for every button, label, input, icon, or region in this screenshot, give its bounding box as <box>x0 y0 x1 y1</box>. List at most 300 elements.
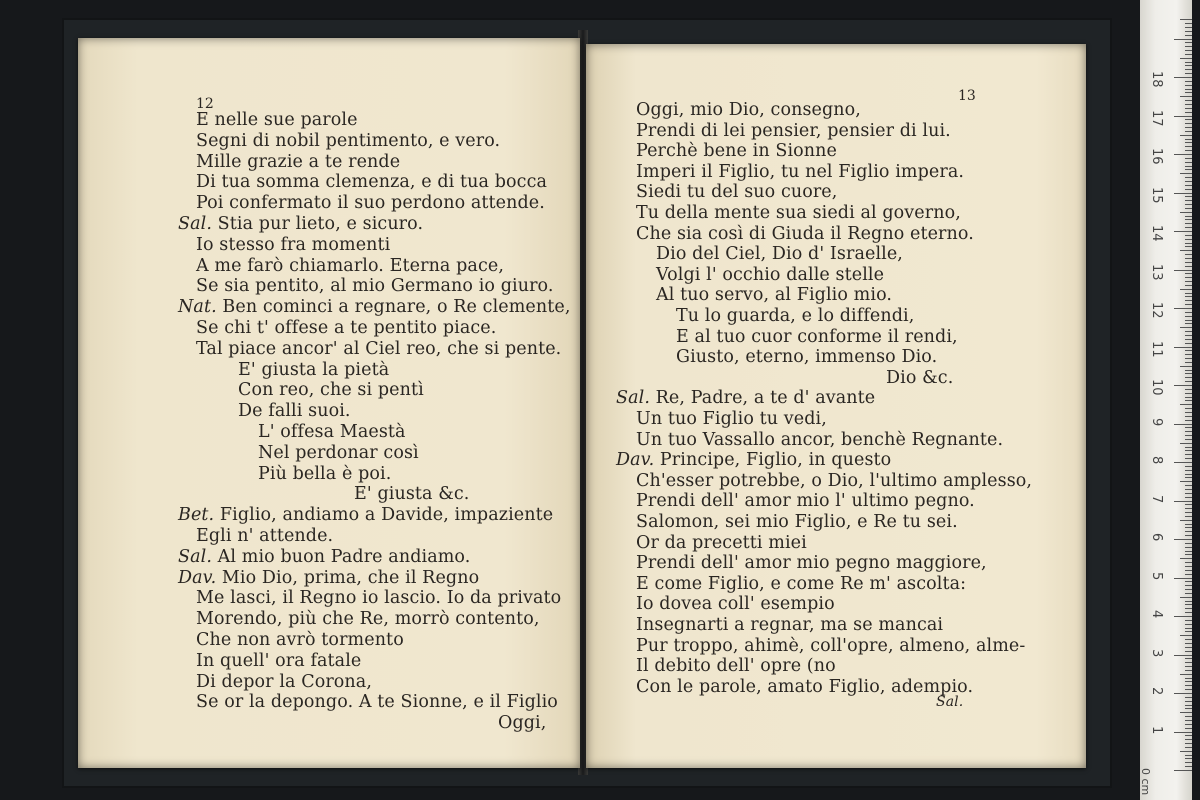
ruler-tick <box>1185 400 1192 401</box>
verse-text: Di tua somma clemenza, e di tua bocca <box>196 172 547 193</box>
left-text-line <box>178 214 423 234</box>
ruler-tick <box>1185 377 1192 378</box>
verse-text: Dio del Ciel, Dio d' Israelle, <box>656 244 903 265</box>
ruler-tick <box>1180 635 1192 636</box>
ruler-label: 17 <box>1149 109 1164 127</box>
verse-text: Me lasci, il Regno io lascio. Io da privato <box>196 588 562 609</box>
ruler-tick <box>1185 262 1192 263</box>
ruler-tick <box>1185 435 1192 436</box>
left-text-line <box>196 172 547 192</box>
ruler-tick <box>1185 512 1192 513</box>
left-text-line <box>196 131 500 151</box>
ruler-tick <box>1185 689 1192 690</box>
verse-text: E come Figlio, e come Re m' ascolta: <box>636 573 967 594</box>
verse-text: Re, Padre, a te d' avante <box>655 388 876 409</box>
ruler-tick <box>1185 551 1192 552</box>
ruler-tick <box>1185 604 1192 605</box>
verse-text: Un tuo Vassallo ancor, benchè Regnante. <box>636 429 1004 450</box>
ruler-tick <box>1185 296 1192 297</box>
ruler-tick <box>1180 19 1192 20</box>
ruler-label: 15 <box>1149 186 1164 204</box>
ruler-tick <box>1174 308 1192 309</box>
left-text-line <box>196 339 561 359</box>
left-text-line <box>196 318 496 338</box>
verse-text: Con le parole, amato Figlio, adempio. <box>636 676 974 697</box>
ruler-tick <box>1185 647 1192 648</box>
ruler-tick <box>1185 739 1192 740</box>
ruler-tick <box>1185 620 1192 621</box>
right-text-line <box>636 162 964 182</box>
ruler-tick <box>1185 701 1192 702</box>
left-text-line <box>196 651 361 671</box>
right-text-line <box>636 471 1032 491</box>
ruler-tick <box>1180 250 1192 251</box>
ruler-tick <box>1185 427 1192 428</box>
verse-text: Prendi di lei pensier, pensier di lui. <box>636 120 951 141</box>
ruler-tick <box>1185 23 1192 24</box>
ruler-tick <box>1185 312 1192 313</box>
verse-text: Stia pur lieto, e sicuro. <box>217 214 424 234</box>
verse-text: Mille grazie a te rende <box>196 151 401 172</box>
ruler-tick <box>1185 508 1192 509</box>
verse-text: Che non avrò tormento <box>196 630 404 650</box>
ruler-tick <box>1185 524 1192 525</box>
verse-text: Tu della mente sua siedi al governo, <box>636 203 961 223</box>
speaker-label: Sal. <box>178 214 218 234</box>
speaker-label: Dav. <box>178 567 222 588</box>
ruler-tick <box>1185 370 1192 371</box>
ruler-tick <box>1185 300 1192 301</box>
verse-text: Prendi dell' amor mio pegno maggiore, <box>636 553 987 574</box>
verse-text: Un tuo Figlio tu vedi, <box>636 409 827 429</box>
ruler-tick <box>1180 558 1192 559</box>
ruler-tick <box>1185 454 1192 455</box>
verse-text: In quell' ora fatale <box>196 650 362 671</box>
ruler-label: 13 <box>1149 263 1164 281</box>
ruler-tick <box>1185 331 1192 332</box>
verse-text: L' offesa Maestà <box>258 422 406 442</box>
ruler-tick <box>1185 185 1192 186</box>
ruler-tick <box>1185 112 1192 113</box>
ruler-tick <box>1185 547 1192 548</box>
ruler-tick <box>1180 712 1192 713</box>
ruler-tick <box>1185 593 1192 594</box>
ruler-tick <box>1185 316 1192 317</box>
verse-text: Or da precetti miei <box>636 532 807 553</box>
ruler-tick <box>1185 570 1192 571</box>
ruler-tick <box>1185 393 1192 394</box>
ruler-tick <box>1185 204 1192 205</box>
verse-text: Segni di nobil pentimento, e vero. <box>196 130 501 151</box>
verse-text: Al tuo servo, al Figlio mio. <box>656 285 893 306</box>
ruler-tick <box>1185 581 1192 582</box>
ruler-tick <box>1185 320 1192 321</box>
ruler-tick <box>1185 535 1192 536</box>
ruler-tick <box>1174 539 1192 540</box>
right-text-line <box>616 450 891 470</box>
ruler-tick <box>1185 343 1192 344</box>
ruler-tick <box>1185 139 1192 140</box>
left-text-line <box>196 588 561 608</box>
ruler-tick <box>1185 266 1192 267</box>
ruler-tick <box>1185 416 1192 417</box>
ruler-tick <box>1185 131 1192 132</box>
ruler-tick <box>1185 227 1192 228</box>
verse-text: Principe, Figlio, in questo <box>659 450 892 471</box>
verse-text: A me farò chiamarlo. Eterna pace, <box>196 255 504 276</box>
ruler-tick <box>1185 42 1192 43</box>
ruler-label: 7 <box>1149 494 1164 503</box>
left-text-line <box>196 526 333 546</box>
ruler-tick <box>1185 666 1192 667</box>
ruler-tick <box>1180 327 1192 328</box>
left-text-line <box>354 484 469 504</box>
speaker-label: Bet. <box>178 505 220 526</box>
ruler-tick <box>1185 162 1192 163</box>
left-text-line <box>196 193 545 213</box>
left-text-line <box>178 547 470 567</box>
verse-text: E' giusta &c. <box>354 484 470 505</box>
ruler-tick <box>1180 366 1192 367</box>
right-text-line <box>936 691 963 712</box>
ruler-tick <box>1180 96 1192 97</box>
ruler-tick <box>1185 150 1192 151</box>
verse-text: Siedi tu del suo cuore, <box>636 182 838 203</box>
ruler-tick <box>1185 127 1192 128</box>
ruler-tick <box>1180 404 1192 405</box>
verse-text: Poi confermato il suo perdono attende. <box>196 193 545 214</box>
verse-text: Se or la depongo. A te Sionne, e il Figlio <box>196 692 558 713</box>
ruler-tick <box>1185 335 1192 336</box>
verse-text: Con reo, che si pentì <box>238 380 424 401</box>
ruler-tick <box>1185 708 1192 709</box>
ruler-tick <box>1185 277 1192 278</box>
right-text-line <box>616 388 875 408</box>
ruler-tick <box>1185 281 1192 282</box>
right-text-line <box>636 594 835 614</box>
ruler-tick <box>1185 450 1192 451</box>
ruler-label: 3 <box>1149 648 1164 657</box>
ruler-tick <box>1174 424 1192 425</box>
ruler-tick <box>1185 747 1192 748</box>
verse-text: Perchè bene in Sionne <box>636 141 837 162</box>
ruler-tick <box>1185 254 1192 255</box>
ruler-tick <box>1185 397 1192 398</box>
ruler-tick <box>1185 73 1192 74</box>
verse-text: Morendo, più che Re, morrò contento, <box>196 609 540 630</box>
right-text-line <box>636 182 837 202</box>
ruler-label: 5 <box>1149 571 1164 580</box>
verse-text: Figlio, andiamo a Davide, impaziente <box>219 505 554 526</box>
ruler-tick <box>1185 762 1192 763</box>
left-text-line <box>196 235 390 255</box>
verse-text: Insegnarti a regnar, ma se mancai <box>636 615 944 635</box>
ruler-tick <box>1185 716 1192 717</box>
ruler-tick <box>1185 119 1192 120</box>
ruler-tick <box>1185 373 1192 374</box>
ruler-tick <box>1185 81 1192 82</box>
ruler-tick <box>1185 755 1192 756</box>
ruler-tick <box>1185 54 1192 55</box>
verse-text: Sal. <box>936 694 964 711</box>
right-text-line <box>676 327 958 347</box>
ruler-tick <box>1185 200 1192 201</box>
ruler-label: 18 <box>1149 71 1164 88</box>
ruler-tick <box>1185 758 1192 759</box>
ruler-tick <box>1185 420 1192 421</box>
left-text-line <box>196 152 400 172</box>
left-text-line <box>196 630 404 650</box>
speaker-label: Sal. <box>616 388 656 409</box>
ruler-tick <box>1185 285 1192 286</box>
ruler-tick <box>1174 693 1192 694</box>
ruler-tick <box>1185 246 1192 247</box>
ruler-tick <box>1185 208 1192 209</box>
ruler-tick <box>1185 412 1192 413</box>
ruler-tick <box>1185 728 1192 729</box>
verse-text: Più bella è poi. <box>258 463 392 484</box>
right-text-line <box>676 347 937 367</box>
ruler-tick <box>1185 123 1192 124</box>
ruler-tick <box>1185 293 1192 294</box>
ruler-label: 4 <box>1149 610 1164 619</box>
verse-text: E al tuo cuor conforme il rendi, <box>676 326 958 347</box>
ruler-tick <box>1185 223 1192 224</box>
ruler-tick <box>1185 470 1192 471</box>
ruler-tick <box>1185 527 1192 528</box>
ruler-tick <box>1185 477 1192 478</box>
ruler-tick <box>1185 743 1192 744</box>
verse-text: De falli suoi. <box>238 401 351 422</box>
ruler-tick <box>1174 270 1192 271</box>
ruler-tick <box>1174 578 1192 579</box>
ruler-label: 14 <box>1149 225 1164 242</box>
speaker-label: Nat. <box>178 297 223 318</box>
right-text-line <box>636 512 958 532</box>
verse-text: Giusto, eterno, immenso Dio. <box>676 347 938 368</box>
ruler-tick <box>1185 50 1192 51</box>
ruler-tick <box>1185 447 1192 448</box>
left-text-line <box>178 505 553 525</box>
ruler-tick <box>1185 554 1192 555</box>
right-text-line <box>636 677 973 697</box>
verse-text: Imperi il Figlio, tu nel Figlio impera. <box>636 161 965 182</box>
verse-text: Pur troppo, ahimè, coll'opre, almeno, alme- <box>636 635 1026 656</box>
verse-text: Di depor la Corona, <box>196 671 373 692</box>
verse-text: E nelle sue parole <box>196 110 358 130</box>
ruler-label: 1 <box>1149 725 1164 734</box>
ruler-tick <box>1185 631 1192 632</box>
verse-text: Nel perdonar così <box>258 442 419 463</box>
right-text-line <box>636 224 974 244</box>
left-text-line <box>196 692 558 712</box>
verse-text: Se chi t' offese a te pentito piace. <box>196 318 497 338</box>
right-text-line <box>656 285 892 305</box>
right-text-line <box>636 203 961 223</box>
ruler-tick <box>1185 585 1192 586</box>
ruler-label: 2 <box>1149 687 1164 696</box>
ruler-tick <box>1185 350 1192 351</box>
ruler-tick <box>1185 27 1192 28</box>
ruler-tick <box>1174 655 1192 656</box>
verse-text: Il debito dell' opre (no <box>636 656 836 677</box>
right-text-line <box>636 430 1003 450</box>
ruler-tick <box>1185 323 1192 324</box>
ruler-tick <box>1185 566 1192 567</box>
ruler-tick <box>1185 62 1192 63</box>
measuring-ruler <box>1140 0 1192 800</box>
left-text-line <box>238 360 389 380</box>
ruler-tick <box>1185 531 1192 532</box>
ruler-tick <box>1185 85 1192 86</box>
ruler-tick <box>1185 69 1192 70</box>
ruler-tick <box>1185 35 1192 36</box>
ruler-label: 10 <box>1149 379 1164 396</box>
ruler-tick <box>1174 347 1192 348</box>
right-text-line <box>886 368 953 388</box>
right-text-line <box>636 615 943 635</box>
ruler-tick <box>1185 516 1192 517</box>
ruler-tick <box>1185 735 1192 736</box>
right-text-line <box>636 574 966 594</box>
ruler-unit: 0 cm <box>1139 768 1152 796</box>
ruler-tick <box>1174 154 1192 155</box>
ruler-tick <box>1185 624 1192 625</box>
verse-text: Dio &c. <box>886 367 954 388</box>
left-text-line <box>258 464 391 484</box>
ruler-tick <box>1185 219 1192 220</box>
page-number-left: 12 <box>196 96 214 112</box>
right-text-line <box>636 121 951 141</box>
ruler-tick <box>1185 670 1192 671</box>
ruler-tick <box>1185 562 1192 563</box>
right-text-line <box>656 265 884 285</box>
verse-text: Oggi, mio Dio, consegno, <box>636 100 861 120</box>
speaker-label: Dav. <box>616 450 660 471</box>
verse-text: Tal piace ancor' al Ciel reo, che si pente. <box>196 338 562 359</box>
ruler-tick <box>1185 243 1192 244</box>
ruler-tick <box>1185 685 1192 686</box>
ruler-tick <box>1185 104 1192 105</box>
left-text-line <box>196 609 540 629</box>
ruler-tick <box>1185 720 1192 721</box>
ruler-tick <box>1185 643 1192 644</box>
ruler-tick <box>1185 458 1192 459</box>
ruler-tick <box>1185 189 1192 190</box>
ruler-tick <box>1174 231 1192 232</box>
ruler-tick <box>1174 39 1192 40</box>
ruler-tick <box>1174 385 1192 386</box>
ruler-label: 11 <box>1149 340 1164 358</box>
ruler-tick <box>1180 173 1192 174</box>
ruler-tick <box>1185 608 1192 609</box>
verse-text: Io stesso fra momenti <box>196 234 391 255</box>
ruler-tick <box>1185 146 1192 147</box>
ruler-tick <box>1185 358 1192 359</box>
right-text-line <box>656 244 903 264</box>
ruler-tick <box>1185 639 1192 640</box>
ruler-tick <box>1185 89 1192 90</box>
verse-text: Volgi l' occhio dalle stelle <box>656 264 885 285</box>
ruler-tick <box>1180 212 1192 213</box>
ruler-tick <box>1185 466 1192 467</box>
ruler-tick <box>1185 92 1192 93</box>
ruler-tick <box>1185 177 1192 178</box>
verse-text: Ch'esser potrebbe, o Dio, l'ultimo amplesso, <box>636 470 1033 491</box>
ruler-tick <box>1185 46 1192 47</box>
left-text-line <box>498 713 546 733</box>
ruler-tick <box>1174 616 1192 617</box>
ruler-tick <box>1185 589 1192 590</box>
ruler-tick <box>1185 651 1192 652</box>
ruler-label: 9 <box>1149 417 1164 426</box>
verse-text: Mio Dio, prima, che il Regno <box>221 567 480 588</box>
ruler-tick <box>1185 196 1192 197</box>
ruler-tick <box>1180 674 1192 675</box>
left-text-line <box>196 110 358 130</box>
ruler-tick <box>1180 481 1192 482</box>
ruler-tick <box>1185 108 1192 109</box>
ruler-tick <box>1185 766 1192 767</box>
verse-text: E' giusta la pietà <box>238 359 390 380</box>
right-text-line <box>636 409 827 429</box>
verse-text: Egli n' attende. <box>196 526 334 546</box>
ruler-tick <box>1180 520 1192 521</box>
verse-text: Prendi dell' amor mio l' ultimo pegno. <box>636 491 975 512</box>
ruler-tick <box>1185 158 1192 159</box>
ruler-tick <box>1185 381 1192 382</box>
left-text-line <box>196 672 372 692</box>
ruler-tick <box>1185 485 1192 486</box>
ruler-tick <box>1185 697 1192 698</box>
ruler-tick <box>1185 166 1192 167</box>
ruler-tick <box>1174 193 1192 194</box>
ruler-label: 6 <box>1149 533 1164 542</box>
right-text-line <box>636 636 1025 656</box>
ruler-tick <box>1185 439 1192 440</box>
ruler-tick <box>1185 31 1192 32</box>
ruler-tick <box>1185 681 1192 682</box>
ruler-tick <box>1180 289 1192 290</box>
verse-text: Tu lo guarda, e lo diffendi, <box>676 306 915 326</box>
ruler-tick <box>1185 169 1192 170</box>
ruler-tick <box>1185 258 1192 259</box>
ruler-tick <box>1185 628 1192 629</box>
ruler-tick <box>1185 65 1192 66</box>
verse-text: Salomon, sei mio Figlio, e Re tu sei. <box>636 512 958 532</box>
left-text-line <box>258 422 406 442</box>
ruler-tick <box>1180 751 1192 752</box>
ruler-tick <box>1185 612 1192 613</box>
ruler-tick <box>1185 181 1192 182</box>
ruler-tick <box>1180 597 1192 598</box>
ruler-tick <box>1185 431 1192 432</box>
ruler-label: 12 <box>1149 302 1164 319</box>
right-text-line <box>636 553 987 573</box>
right-text-line <box>636 141 837 161</box>
ruler-tick <box>1180 135 1192 136</box>
ruler-tick <box>1185 362 1192 363</box>
right-text-line <box>636 491 975 511</box>
left-page <box>78 38 580 768</box>
page-number-right: 13 <box>958 88 976 104</box>
ruler-tick <box>1185 304 1192 305</box>
left-text-line <box>178 568 479 588</box>
ruler-tick <box>1185 474 1192 475</box>
verse-text: Oggi, <box>498 713 547 734</box>
ruler-tick <box>1185 408 1192 409</box>
left-text-line <box>196 256 504 276</box>
